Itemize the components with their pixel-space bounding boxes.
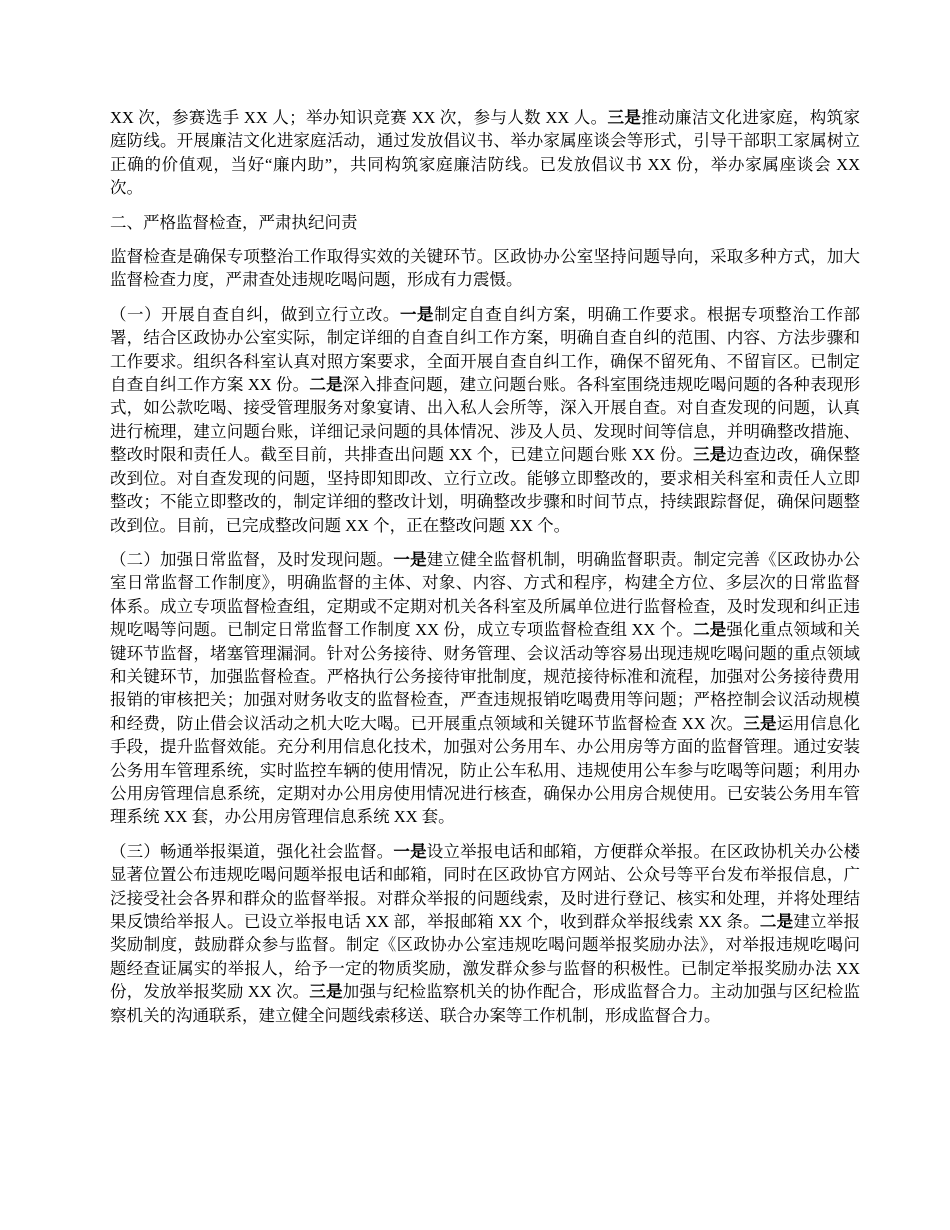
paragraph-subsection-2 xyxy=(110,548,860,829)
text-run: 边查边改，确保整改到位。对自查发现的问题，坚持即知即改、立行立改。能够立即整改的，要求相关科室和责任人立即整改；不能立即整改的，制定详细的整改计划，明确整改步骤和时间节点，持续跟踪督促，确保问题整改到位。目前，已完成整改问题 XX 个，正在整改问题 XX 个。 xyxy=(110,445,861,535)
text-run: 加强与纪检监察机关的协作配合，形成监督合力。主动加强与区纪检监察机关的沟通联系，建立健全问题线索移送、联合办案等工作机制，形成监督合力。 xyxy=(110,982,860,1025)
text-run: （二）加强日常监督，及时发现问题。 xyxy=(110,549,394,569)
text-run: 推动廉洁文化进家庭，构筑家庭防线。开展廉洁文化进家庭活动，通过发放倡议书、举办家属座谈会等形式，引导干部职工家属树立正确的价值观，当好“廉内助”，共同构筑家庭廉洁防线。已发放倡议书 XX 份，举办家属座谈会 XX 次。 xyxy=(110,108,861,198)
paragraph-subsection-1 xyxy=(110,303,860,537)
bold-marker-one: 一是 xyxy=(393,841,427,861)
text-run: XX 次，参赛选手 XX 人；举办知识竞赛 XX 次，参与人数 XX 人。 xyxy=(110,108,608,127)
bold-marker-three: 三是 xyxy=(693,445,727,465)
paragraph-lead: 监督检查是确保专项整治工作取得实效的关键环节。区政协办公室坚持问题导向，采取多种方式，加大监督检查力度，严肃查处违规吃喝问题，形成有力震慑。 xyxy=(110,247,860,290)
bold-marker-one: 一是 xyxy=(393,549,427,569)
section-heading: 二、严格监督检查，严肃执纪问责 xyxy=(110,212,358,232)
bold-marker-two: 二是 xyxy=(309,375,343,395)
paragraph-carryover xyxy=(110,106,860,200)
bold-marker-three: 三是 xyxy=(309,982,343,1002)
bold-marker-three: 三是 xyxy=(743,713,777,733)
text-run: 深入排查问题，建立问题台账。各科室围绕违规吃喝问题的各种表现形式，如公款吃喝、接受管理服务对象宴请、出入私人会所等，深入开展自查。对自查发现的问题，认真进行梳理，建立问题台账，详细记录问题的具体情况、涉及人员、发现时间等信息，并明确整改措施、整改时限和责任人。截至目前，共排查出问题 XX 个，已建立问题台账 XX 份。 xyxy=(110,375,860,465)
text-run: 运用信息化手段，提升监督效能。充分利用信息化技术，加强对公务用车、办公用房等方面的监督管理。通过安装公务用车管理系统，实时监控车辆的使用情况，防止公车私用、违规使用公车参与吃喝等问题；利用办公用房管理信息系统，定期对办公用房使用情况进行核查，确保办公用房合规使用。已安装公务用车管理系统 XX 套，办公用房管理信息系统 XX 套。 xyxy=(110,713,860,827)
text-run: 制定自查自纠方案，明确工作要求。根据专项整治工作部署，结合区政协办公室实际，制定详细的自查自纠工作方案，明确自查自纠的范围、内容、方法步骤和工作要求。组织各科室认真对照方案要求，全面开展自查自纠工作，确保不留死角、不留盲区。已制定自查自纠工作方案 XX 份。 xyxy=(110,304,861,395)
document-text-block xyxy=(110,106,860,1038)
text-run: 建立举报奖励制度，鼓励群众参与监督。制定《区政协办公室违规吃喝问题举报奖励办法》，对举报违规吃喝问题经查证属实的举报人，给予一定的物质奖励，激发群众参与监督的积极性。已制定举报奖励办法 XX 份，发放举报奖励 XX 次。 xyxy=(110,912,861,1002)
paragraph-subsection-3 xyxy=(110,840,860,1027)
text-run: 设立举报电话和邮箱，方便群众举报。在区政协机关办公楼显著位置公布违规吃喝问题举报电话和邮箱，同时在区政协官方网站、公众号等平台发布举报信息，广泛接受社会各界和群众的监督举报。对群众举报的问题线索，及时进行登记、核实和处理，并将处理结果反馈给举报人。已设立举报电话 XX 部，举报邮箱 XX 个，收到群众举报线索 XX 条。 xyxy=(110,841,861,931)
bold-marker-one: 一是 xyxy=(400,304,435,324)
bold-marker-three: 三是 xyxy=(607,108,642,127)
text-run: （一）开展自查自纠，做到立行立改。 xyxy=(110,304,400,324)
text-run: 建立健全监督机制，明确监督职责。制定完善《区政协办公室日常监督工作制度》，明确监督的主体、对象、内容、方式和程序，构建全方位、多层次的日常监督体系。成立专项监督检查组，定期或不定期对机关各科室及所属单位进行监督检查，及时发现和纠正违规吃喝等问题。已制定日常监督工作制度 XX 份，成立专项监督检查组 XX 个。 xyxy=(110,549,861,640)
text-run: 强化重点领域和关键环节监督，堵塞管理漏洞。针对公务接待、财务管理、会议活动等容易出现违规吃喝问题的重点领域和关键环节，加强监督检查。严格执行公务接待审批制度，规范接待标准和流程，加强对公务接待费用报销的审核把关；加强对财务收支的监督检查，严查违规报销吃喝费用等问题；严格控制会议活动规模和经费，防止借会议活动之机大吃大喝。已开展重点领域和关键环节监督检查 XX 次。 xyxy=(110,620,861,733)
bold-marker-two: 二是 xyxy=(759,912,794,931)
bold-marker-two: 二是 xyxy=(693,620,727,640)
text-run: （三）畅通举报渠道，强化社会监督。 xyxy=(110,841,394,861)
